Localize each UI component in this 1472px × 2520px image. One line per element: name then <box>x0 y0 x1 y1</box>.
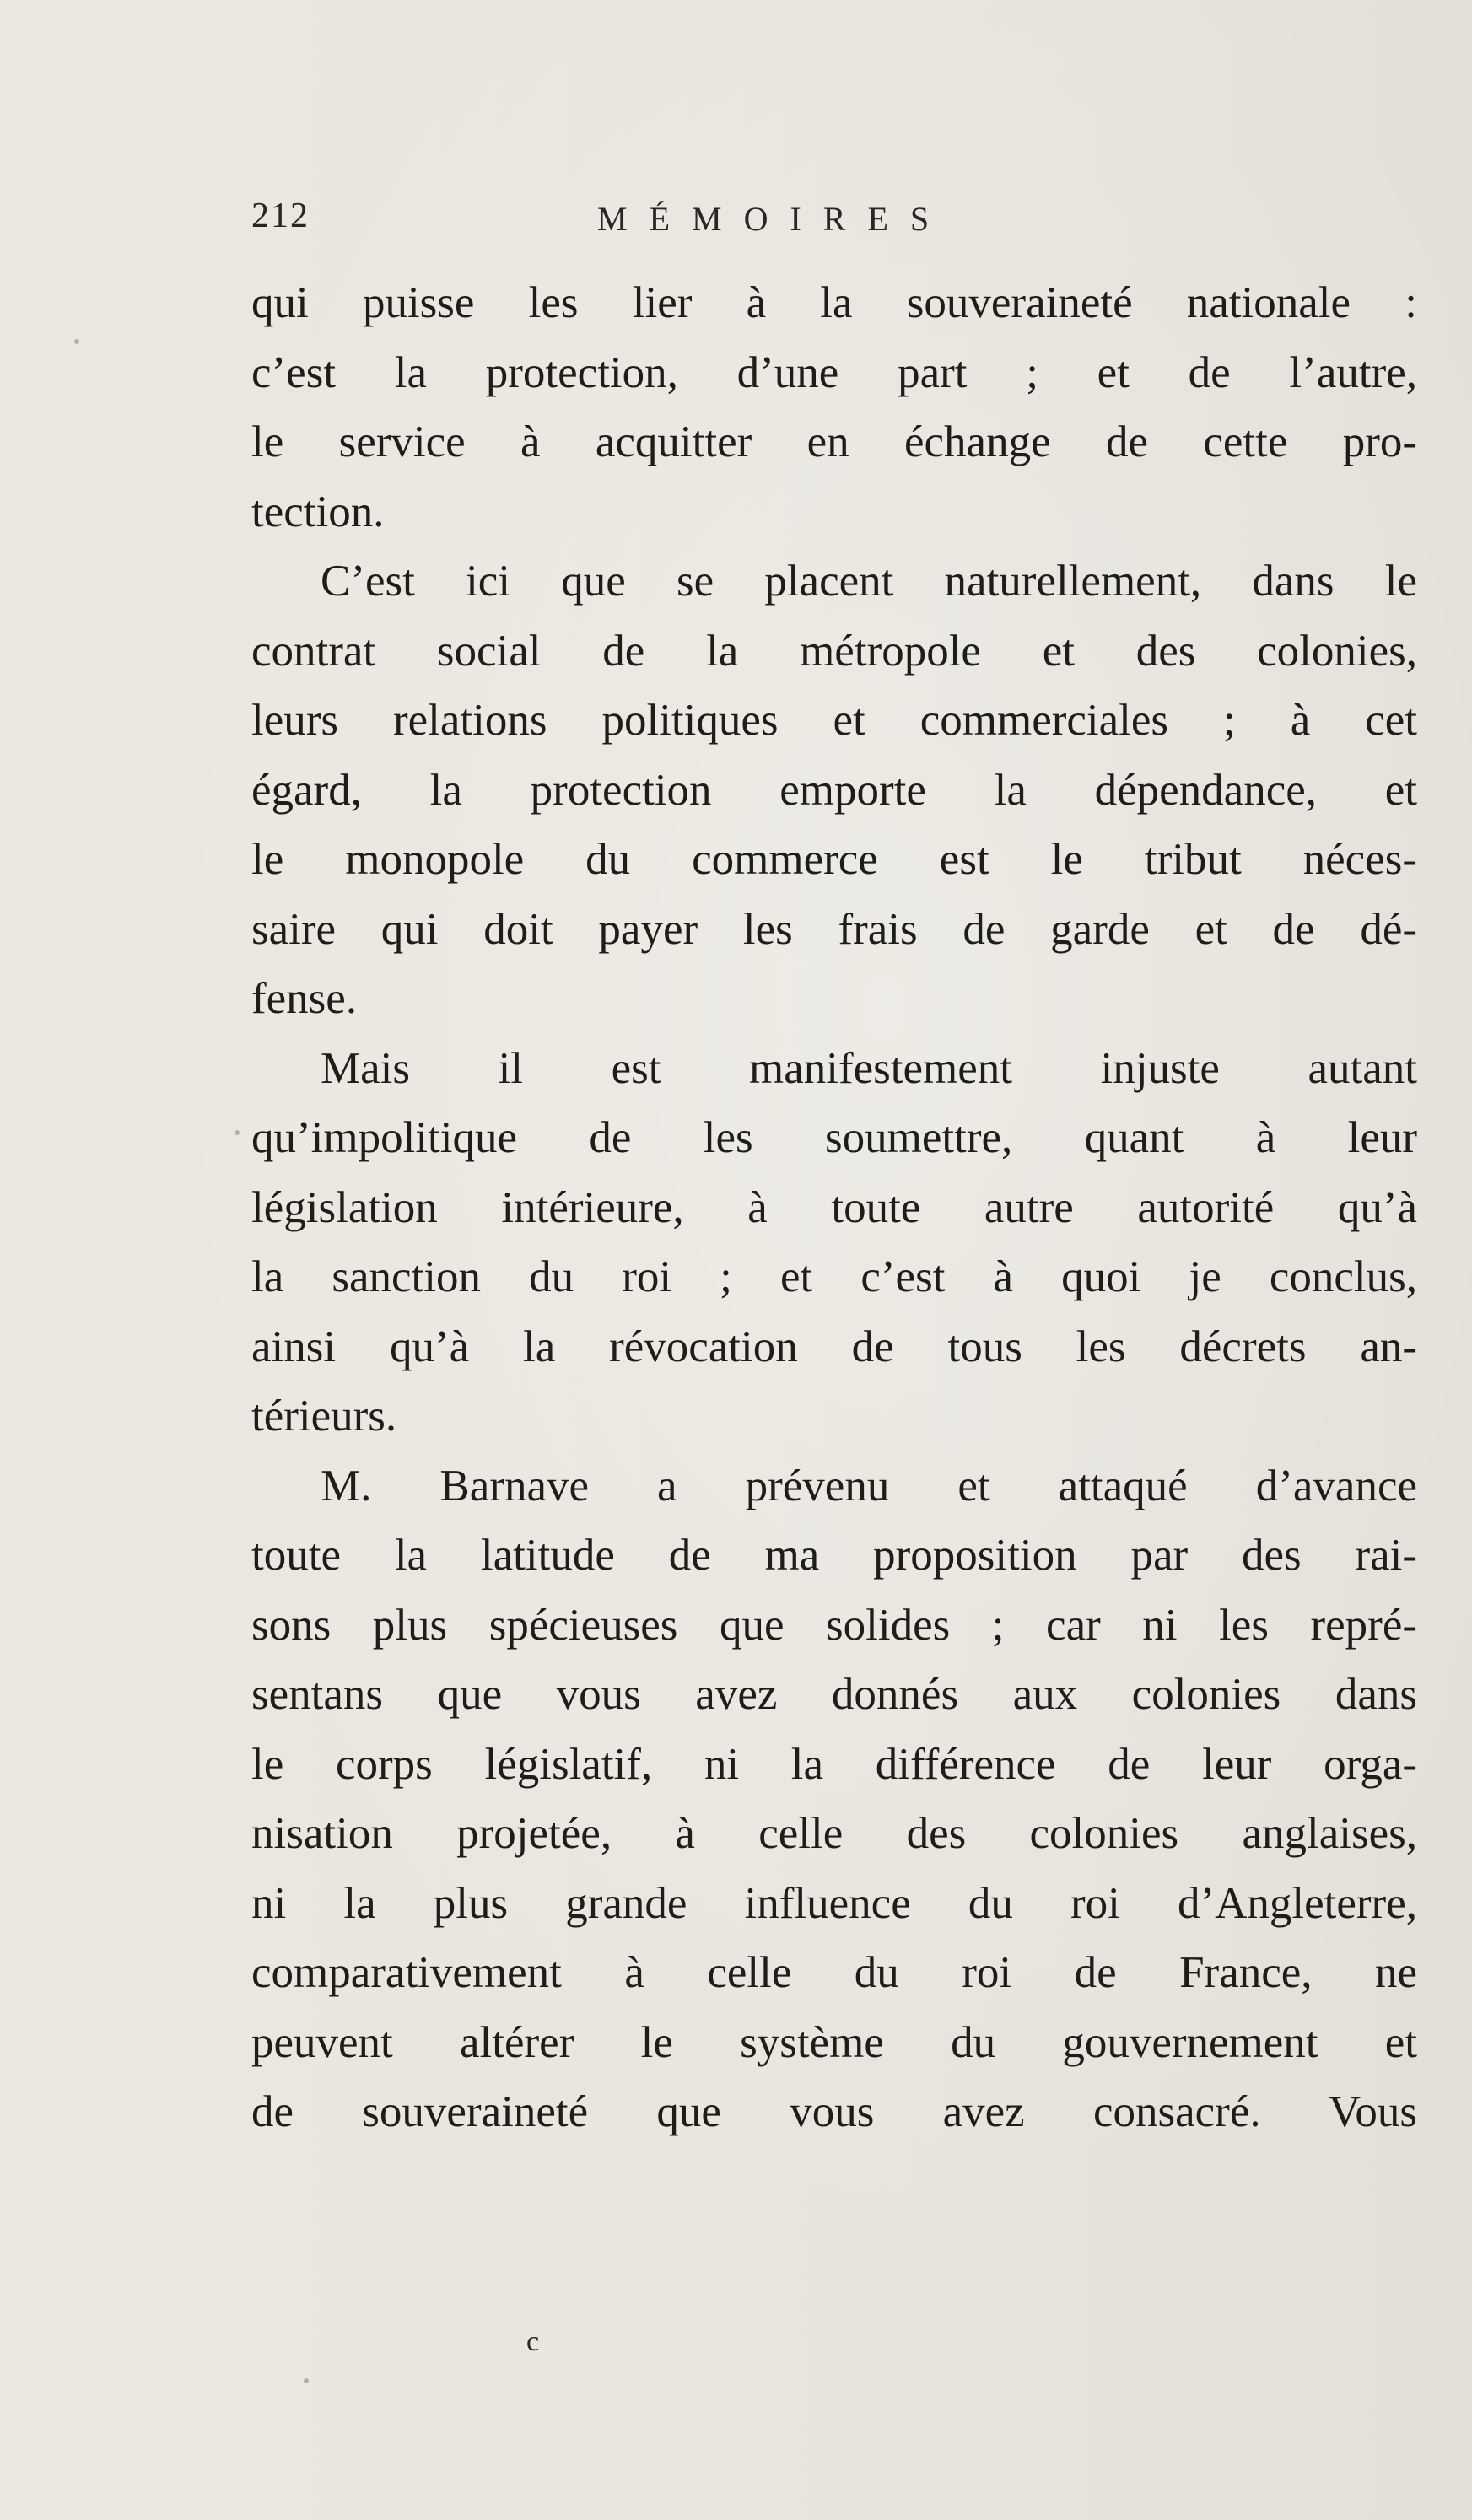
page-header <box>251 196 1415 246</box>
paper-fleck <box>74 339 79 344</box>
text-line: égard, la protection emporte la dépendance, et <box>251 765 1417 815</box>
text-line: qui puisse les lier à la souveraineté nationale : <box>251 278 1417 327</box>
paper-fleck <box>304 2378 309 2383</box>
text-line: térieurs. <box>251 1392 397 1440</box>
text-line: législation intérieure, à toute autre autorité qu’à <box>251 1182 1417 1232</box>
text-line: la sanction du roi ; et c’est à quoi je conclus, <box>251 1252 1417 1301</box>
text-line: le monopole du commerce est le tribut néces- <box>251 835 1417 884</box>
body-text <box>251 268 1417 2242</box>
page-number: 212 <box>251 197 310 235</box>
text-line: sentans que vous avez donnés aux colonies dans <box>251 1670 1417 1719</box>
text-line: qu’impolitique de les soumettre, quant à leur <box>251 1113 1417 1162</box>
text-line: Mais il est manifestement injuste autant <box>321 1043 1417 1093</box>
text-line: ainsi qu’à la révocation de tous les décrets an- <box>251 1322 1417 1371</box>
signature-mark: c <box>526 2326 540 2357</box>
paper-fleck <box>235 1130 240 1135</box>
text-line: le service à acquitter en échange de cette pro- <box>251 417 1417 466</box>
text-line: saire qui doit payer les frais de garde et de dé- <box>251 904 1417 954</box>
running-head: MÉMOIRES <box>597 200 952 238</box>
paragraph <box>251 1034 1417 1451</box>
text-line: contrat social de la métropole et des colonies, <box>251 626 1417 676</box>
paragraph <box>251 1451 1417 2147</box>
text-line: ni la plus grande influence du roi d’Angleterre, <box>251 1878 1417 1928</box>
text-line: peuvent altérer le système du gouvernement et <box>251 2017 1417 2067</box>
text-line: M. Barnave a prévenu et attaqué d’avance <box>321 1461 1417 1510</box>
text-line: toute la latitude de ma proposition par des rai- <box>251 1531 1417 1580</box>
text-line: fense. <box>251 974 358 1023</box>
text-line: c’est la protection, d’une part ; et de l’autre, <box>251 347 1417 397</box>
text-line: comparativement à celle du roi de France, ne <box>251 1948 1417 1997</box>
text-line: leurs relations politiques et commerciales ; à cet <box>251 696 1417 745</box>
text-line: le corps législatif, ni la différence de leur orga- <box>251 1739 1417 1789</box>
text-line: de souveraineté que vous avez consacré. Vous <box>251 2087 1417 2136</box>
text-line: sons plus spécieuses que solides ; car ni les repré- <box>251 1600 1417 1650</box>
paragraph <box>251 268 1417 547</box>
text-line: C’est ici que se placent naturellement, dans le <box>321 557 1417 606</box>
text-line: tection. <box>251 487 385 536</box>
paragraph <box>251 547 1417 1034</box>
text-line: nisation projetée, à celle des colonies anglaises, <box>251 1809 1417 1858</box>
